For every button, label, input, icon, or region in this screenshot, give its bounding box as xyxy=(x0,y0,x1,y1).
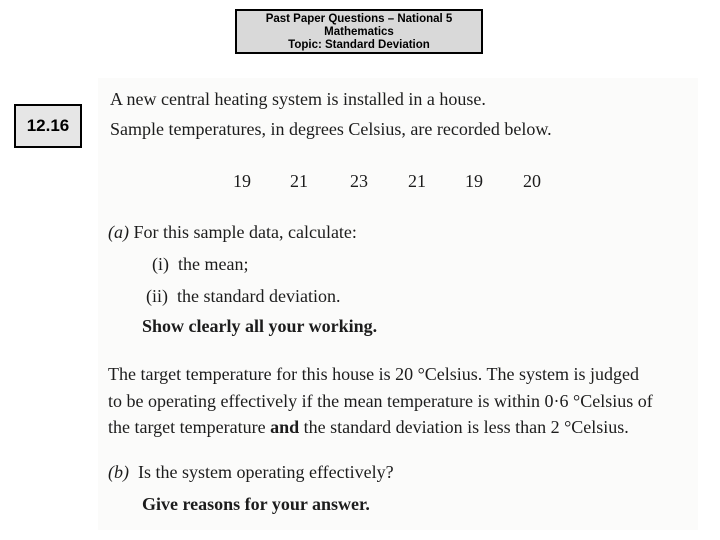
part-a-label: (a) xyxy=(108,222,129,242)
part-b-prompt: Is the system operating effectively? xyxy=(138,462,394,482)
header-line-1: Past Paper Questions – National 5 xyxy=(265,13,453,25)
condition-line-3-end: the standard deviation is less than 2 °Celsius. xyxy=(299,417,629,437)
condition-line-3 xyxy=(108,417,629,438)
part-a-prompt: For this sample data, calculate: xyxy=(133,222,357,242)
header-title-box xyxy=(235,9,483,54)
intro-line-2: Sample temperatures, in degrees Celsius, are recorded below. xyxy=(110,119,552,139)
question-number: 12.16 xyxy=(26,116,70,135)
part-a-sub-i xyxy=(152,254,248,275)
condition-line-2: to be operating effectively if the mean temperature is within 0·6 °Celsius of xyxy=(108,391,653,411)
condition-line-3-start: the target temperature xyxy=(108,417,271,437)
part-a-sub-ii xyxy=(146,286,340,307)
question-number-badge xyxy=(14,104,82,148)
part-b-instruction: Give reasons for your answer. xyxy=(142,494,370,514)
temperature-value: 23 xyxy=(350,171,368,191)
temperature-value: 19 xyxy=(465,171,483,191)
sub-i-text: the mean; xyxy=(178,254,249,274)
part-a-prompt-line xyxy=(108,222,357,243)
temperature-value: 21 xyxy=(290,171,308,191)
temperature-data-row xyxy=(225,171,555,195)
temperature-value: 20 xyxy=(523,171,541,191)
part-b-prompt-line xyxy=(108,462,394,483)
sub-i-label: (i) xyxy=(152,254,169,274)
header-line-2: Mathematics xyxy=(324,26,394,38)
intro-line-1: A new central heating system is installed in a house. xyxy=(110,89,486,109)
part-b-label: (b) xyxy=(108,462,129,482)
temperature-value: 21 xyxy=(408,171,426,191)
temperature-value: 19 xyxy=(233,171,251,191)
sub-ii-label: (ii) xyxy=(146,286,168,306)
header-line-3: Topic: Standard Deviation xyxy=(288,39,430,51)
condition-and-emphasis: and xyxy=(270,417,300,437)
part-a-instruction: Show clearly all your working. xyxy=(142,316,378,336)
sub-ii-text: the standard deviation. xyxy=(177,286,341,306)
condition-line-1: The target temperature for this house is 20 °Celsius. The system is judged xyxy=(108,364,639,384)
